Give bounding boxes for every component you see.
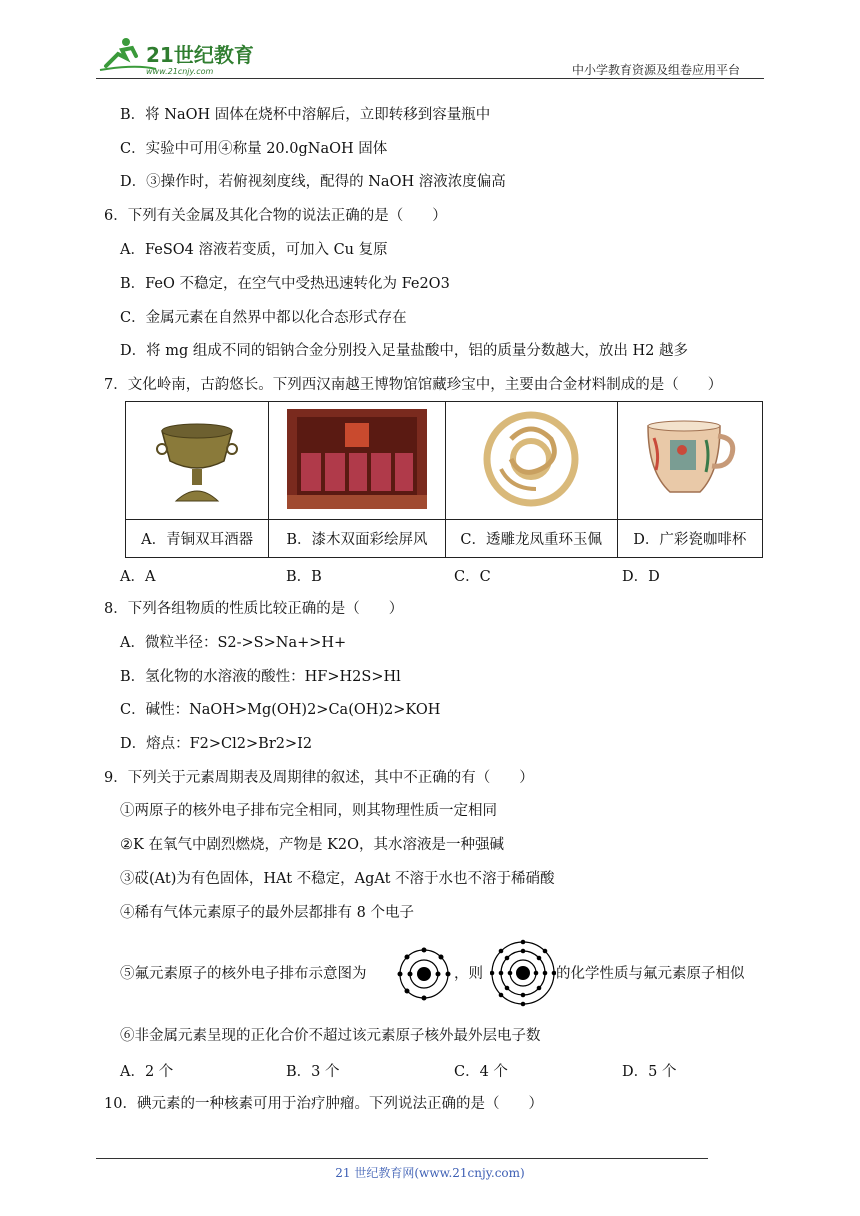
q9-option-b: B．3 个 bbox=[286, 1064, 340, 1080]
header-divider bbox=[96, 78, 764, 79]
artifact-porcelain-cup-image bbox=[617, 402, 762, 520]
q9-statement-4: ④稀有气体元素原子的最外层都排有 8 个电子 bbox=[120, 905, 414, 921]
q5-option-d: D．③操作时，若俯视刻度线，配得的 NaOH 溶液浓度偏高 bbox=[120, 174, 506, 190]
q9-stem: 9．下列关于元素周期表及周期律的叙述，其中不正确的有（ ） bbox=[104, 770, 534, 786]
q5-option-b: B．将 NaOH 固体在烧杯中溶解后，立即转移到容量瓶中 bbox=[120, 107, 491, 123]
q6-option-c: C．金属元素在自然界中都以化合态形式存在 bbox=[120, 310, 407, 326]
artifact-caption-a: A．青铜双耳酒器 bbox=[126, 520, 269, 558]
logo-text: 21世纪教育 bbox=[146, 43, 254, 67]
q10-stem: 10．碘元素的一种核素可用于治疗肿瘤。下列说法正确的是（ ） bbox=[104, 1096, 543, 1112]
q6-option-d: D．将 mg 组成不同的铝钠合金分别投入足量盐酸中，铝的质量分数越大，放出 H2 越多 bbox=[120, 343, 688, 359]
q7-option-b: B．B bbox=[286, 569, 322, 585]
q7-option-c: C．C bbox=[454, 569, 491, 585]
q7-stem: 7．文化岭南，古韵悠长。下列西汉南越王博物馆馆藏珍宝中，主要由合金材料制成的是（ ） bbox=[104, 377, 723, 393]
q9-statement-6: ⑥非金属元素呈现的正化合价不超过该元素原子核外最外层电子数 bbox=[120, 1028, 541, 1044]
q8-option-d: D．熔点：F2>Cl2>Br2>I2 bbox=[120, 736, 313, 752]
q9-statement-1: ①两原子的核外电子排布完全相同，则其物理性质一定相同 bbox=[120, 803, 497, 819]
q9-option-d: D．5 个 bbox=[622, 1064, 677, 1080]
fluorine-atom-diagram bbox=[396, 946, 452, 1002]
q6-option-a: A．FeSO4 溶液若变质，可加入 Cu 复原 bbox=[120, 242, 388, 258]
header-platform-text: 中小学教育资源及组卷应用平台 bbox=[572, 63, 741, 77]
site-logo bbox=[96, 36, 256, 76]
q8-option-c: C．碱性：NaOH>Mg(OH)2>Ca(OH)2>KOH bbox=[120, 702, 441, 718]
q6-stem: 6．下列有关金属及其化合物的说法正确的是（ ） bbox=[104, 208, 447, 224]
q9-option-a: A．2 个 bbox=[120, 1064, 174, 1080]
artifact-lacquer-screen-image bbox=[269, 402, 445, 520]
artifact-jade-pendant-image bbox=[445, 402, 617, 520]
logo-url: www.21cnjy.com bbox=[146, 67, 214, 76]
footer-text: 21 世纪教育网(www.21cnjy.com) bbox=[335, 1166, 525, 1180]
artifact-caption-d: D．广彩瓷咖啡杯 bbox=[617, 520, 762, 558]
q9-statement-5-part2: ，则 bbox=[454, 966, 483, 982]
footer-divider bbox=[96, 1158, 708, 1159]
q9-statement-5-part3: 的化学性质与氟元素原子相似 bbox=[556, 966, 745, 982]
q9-statement-2: ②K 在氧气中剧烈燃烧，产物是 K2O，其水溶液是一种强碱 bbox=[120, 837, 504, 853]
q7-option-a: A．A bbox=[120, 569, 156, 585]
q8-stem: 8．下列各组物质的性质比较正确的是（ ） bbox=[104, 601, 404, 617]
q6-option-b: B．FeO 不稳定，在空气中受热迅速转化为 Fe2O3 bbox=[120, 276, 450, 292]
artifact-caption-c: C．透雕龙凤重环玉佩 bbox=[445, 520, 617, 558]
second-atom-diagram bbox=[490, 936, 556, 1010]
q9-option-c: C．4 个 bbox=[454, 1064, 508, 1080]
q9-statement-5-part1: ⑤氟元素原子的核外电子排布示意图为 bbox=[120, 966, 367, 982]
q7-option-d: D．D bbox=[622, 569, 660, 585]
q8-option-b: B．氢化物的水溶液的酸性：HF>H2S>Hl bbox=[120, 669, 401, 685]
artifact-bronze-vessel-image bbox=[126, 402, 269, 520]
artifact-caption-b: B．漆木双面彩绘屏风 bbox=[269, 520, 445, 558]
q9-statement-3: ③砹(At)为有色固体，HAt 不稳定，AgAt 不溶于水也不溶于稀硝酸 bbox=[120, 871, 555, 887]
q8-option-a: A．微粒半径：S2->S>Na+>H+ bbox=[120, 635, 347, 651]
q5-option-c: C．实验中可用④称量 20.0gNaOH 固体 bbox=[120, 141, 388, 157]
artifact-table bbox=[125, 401, 763, 558]
